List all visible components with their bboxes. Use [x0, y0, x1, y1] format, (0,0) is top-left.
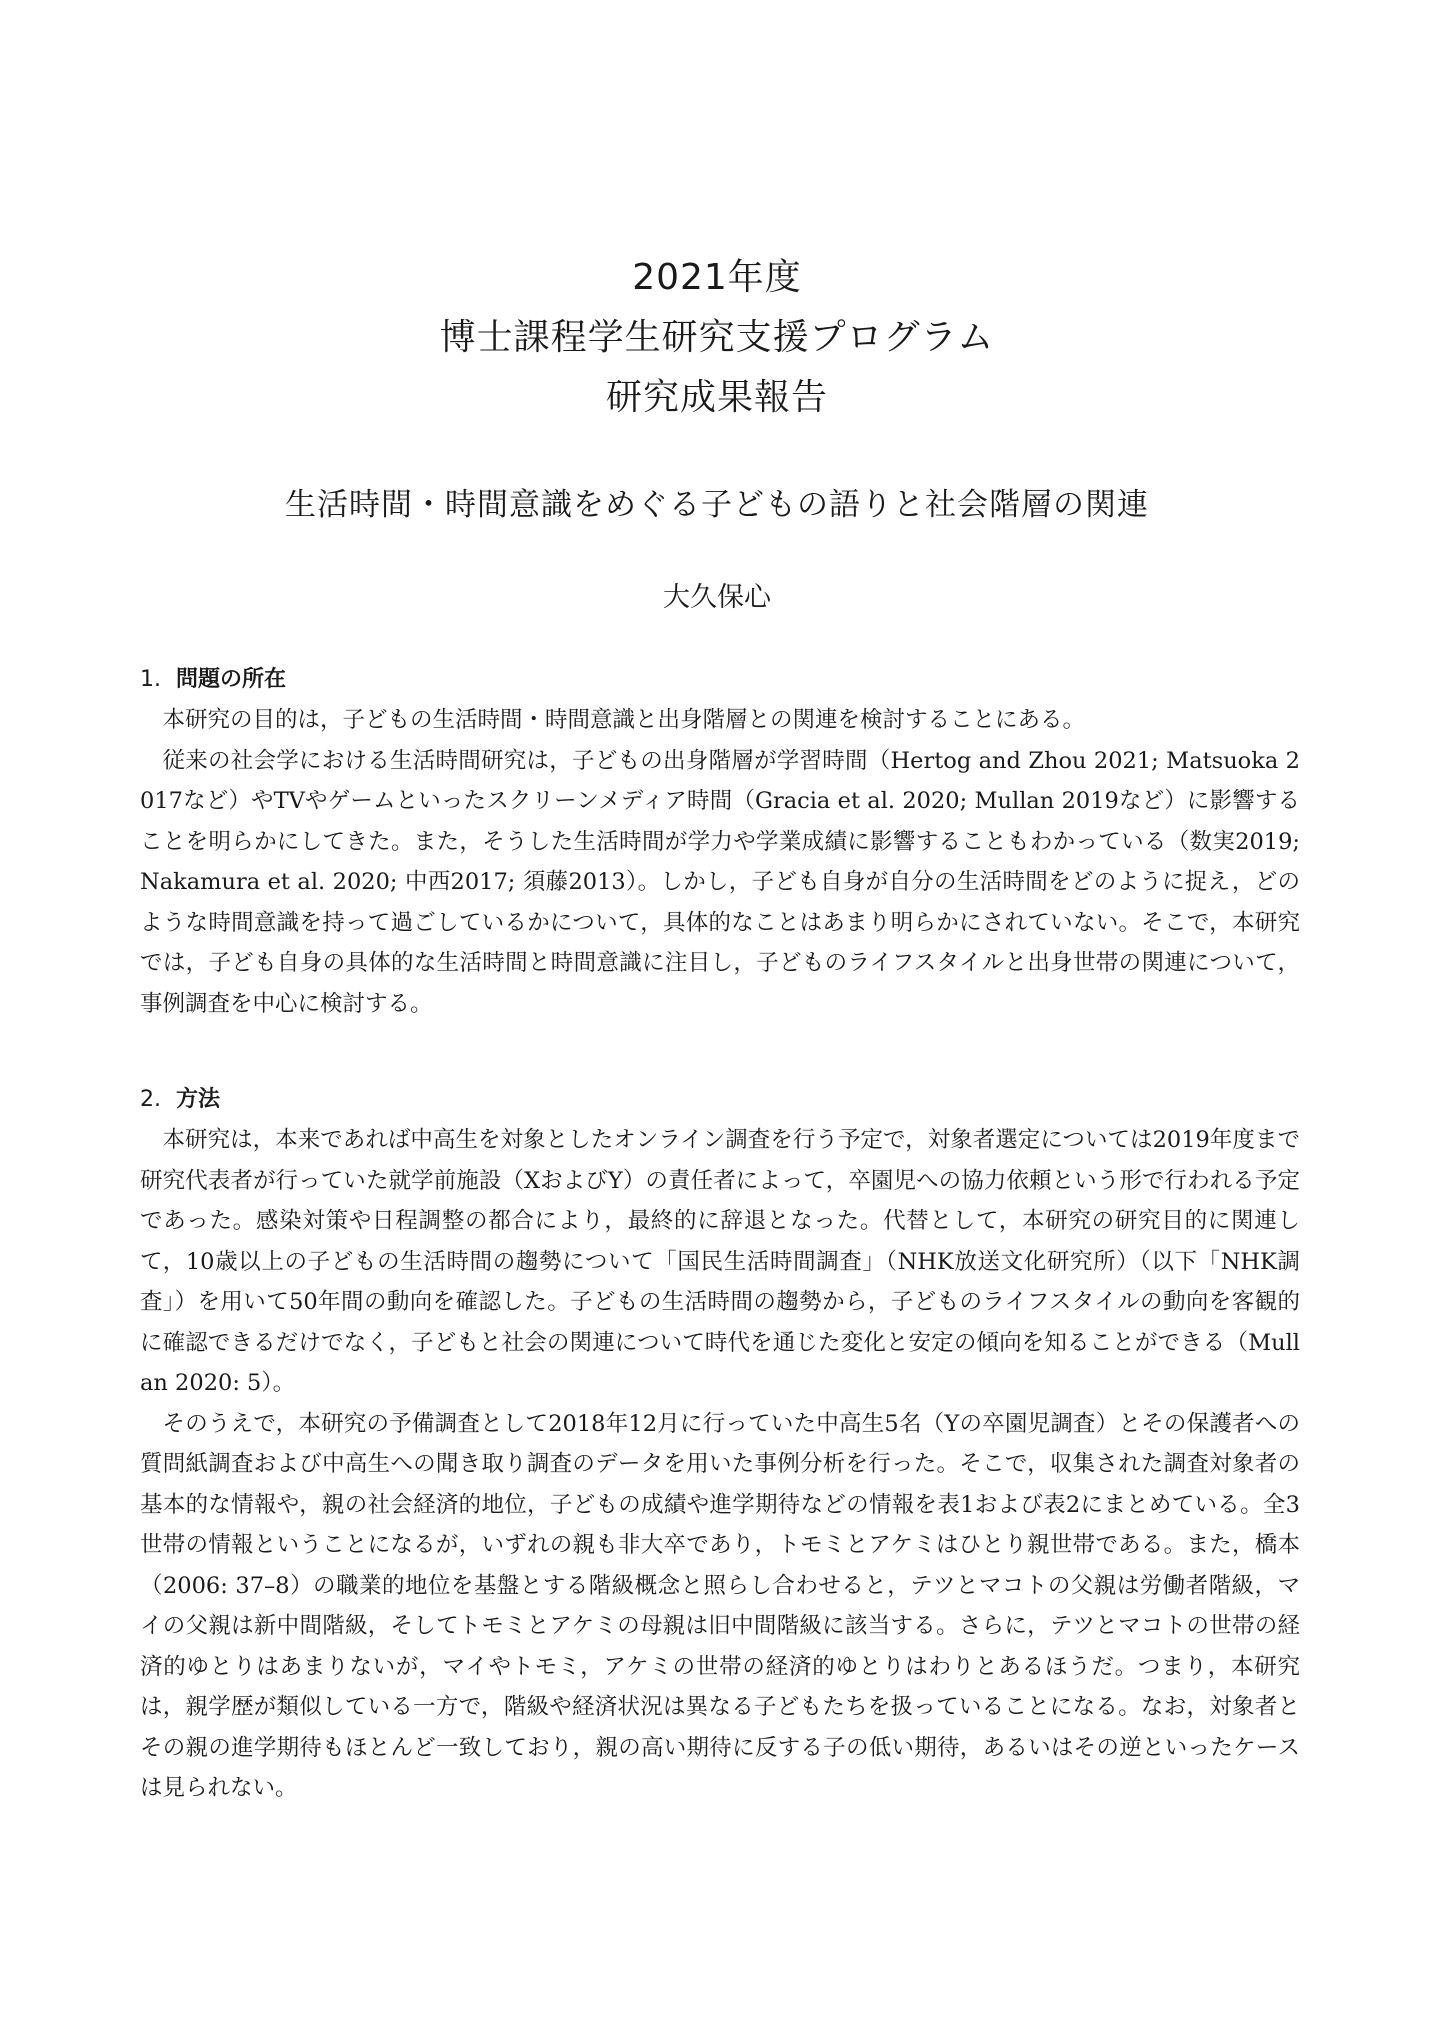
- author-name: 大久保心: [663, 582, 771, 613]
- section-number: 1.: [140, 667, 161, 692]
- paragraph: そのうえで，本研究の予備調査として2018年12月に行っていた中高生5名（Yの卒園児調査）とその保護者への質問紙調査および中高生への聞き取り調査のデータを用いた事例分析を行った。そこで，収集された調査対象者の基本的な情報や，親の社会経済的地位，子どもの成績や進学期待などの情報を表1および表2にまとめている。全3世帯の情報ということになるが，いずれの親も非大卒であり，トモミとアケミはひとり親世帯である。また，橋本（2006: 37–8）の職業的地位を基盤とする階級概念と照らし合わせると，テツとマコトの父親は労働者階級，マイの父親は新中間階級，そしてトモミとアケミの母親は旧中間階級に該当する。さらに，テツとマコトの世帯の経済的ゆとりはあまりないが，マイやトモミ，アケミの世帯の経済的ゆとりはわりとあるほうだ。つまり，本研究は，親学歴が類似している一方で，階級や経済状況は異なる子どもたちを扱っていることになる。なお，対象者とその親の進学期待もほとんど一致しており，親の高い期待に反する子の低い期待，あるいはその逆といったケースは見られない。: [140, 1410, 1300, 1801]
- paper-title: 生活時間・時間意識をめぐる子どもの語りと社会階層の関連: [285, 487, 1149, 523]
- section-number: 2.: [140, 1087, 161, 1112]
- section-method: [140, 1080, 1300, 1809]
- section-title: 問題の所在: [176, 667, 287, 692]
- report-year: 2021年度: [632, 257, 802, 298]
- paragraph: 従来の社会学における生活時間研究は，子どもの出身階層が学習時間（Hertog and Zhou 2021; Matsuoka 2017など）やTVやゲームといったスクリーンメディア時間（Gracia et al. 2020; Mullan 2019など）に影響することを明らかにしてきた。また，そうした生活時間が学力や学業成績に影響することもわかっている（数実2019; Nakamura et al. 2020; 中西2017; 須藤2013）。しかし，子ども自身が自分の生活時間をどのように捉え，どのような時間意識を持って過ごしているかについて，具体的なことはあまり明らかにされていない。そこで，本研究では，子ども自身の具体的な生活時間と時間意識に注目し，子どものライフスタイルと出身世帯の関連について，事例調査を中心に検討する。: [140, 747, 1300, 1017]
- report-header: [0, 248, 1434, 428]
- section-problem: [140, 660, 1300, 1024]
- section-title: 方法: [176, 1087, 221, 1112]
- paragraph: 本研究は，本来であれば中高生を対象としたオンライン調査を行う予定で，対象者選定については2019年度まで研究代表者が行っていた就学前施設（XおよびY）の責任者によって，卒園児への協力依頼という形で行われる予定であった。感染対策や日程調整の都合により，最終的に辞退となった。代替として，本研究の研究目的に関連して，10歳以上の子どもの生活時間の趨勢について「国民生活時間調査」（NHK放送文化研究所）（以下「NHK調査」）を用いて50年間の動向を確認した。子どもの生活時間の趨勢から，子どものライフスタイルの動向を客観的に確認できるだけでなく，子どもと社会の関連について時代を通じた変化と安定の傾向を知ることができる（Mullan 2020: 5）。: [140, 1127, 1300, 1396]
- program-name: 博士課程学生研究支援プログラム: [439, 317, 995, 358]
- paragraph: 本研究の目的は，子どもの生活時間・時間意識と出身階層との関連を検討することにある。: [162, 707, 1086, 733]
- report-type: 研究成果報告: [605, 377, 828, 418]
- section-heading: [140, 1080, 1300, 1120]
- section-heading: [140, 660, 1300, 700]
